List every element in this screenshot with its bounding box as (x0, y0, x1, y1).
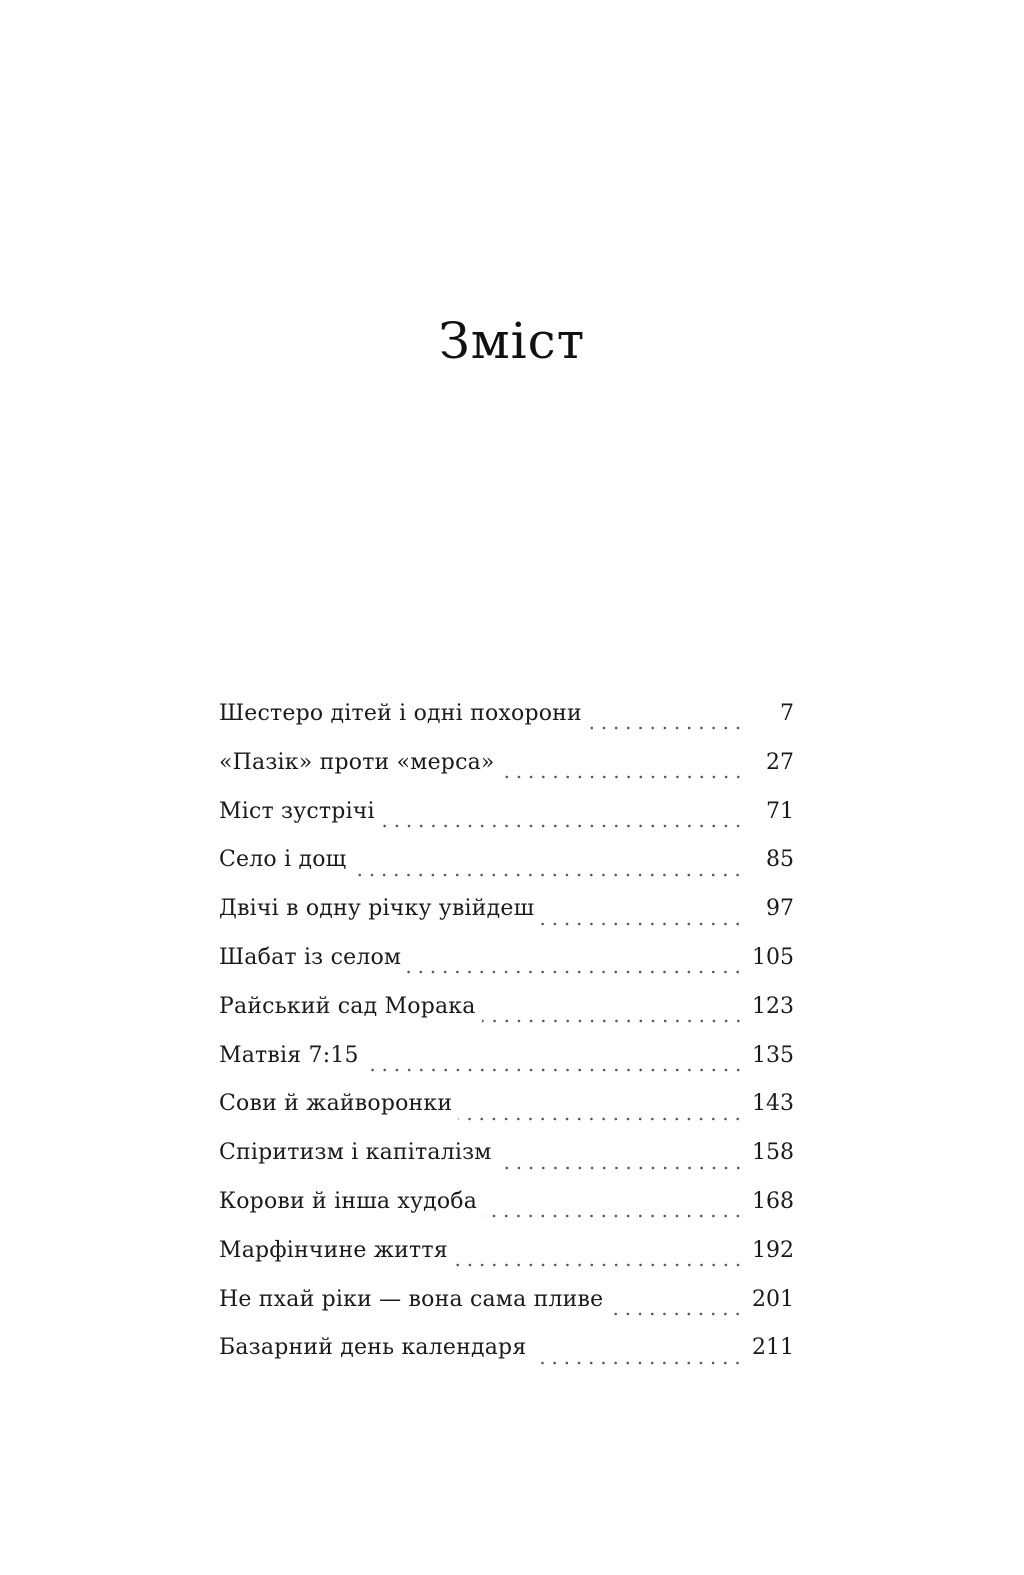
toc-entry[interactable] (219, 1335, 794, 1384)
toc-entry-title: Шабат із селом (219, 944, 402, 970)
toc-entry-title: «Пазік» проти «мерса» (219, 749, 495, 775)
toc-entry[interactable] (219, 750, 794, 799)
toc-entry-page: 211 (752, 1335, 794, 1361)
toc-entry[interactable] (219, 994, 794, 1043)
toc-entry-page: 7 (780, 701, 794, 726)
toc-entry[interactable] (219, 847, 794, 896)
toc-entry-title: Спіритизм і капіталізм (219, 1140, 492, 1166)
dot-leader (540, 920, 744, 928)
toc-entry[interactable] (219, 701, 794, 750)
toc-entry-title: Шестеро дітей і одні похорони (219, 701, 582, 726)
dot-leader (498, 1164, 744, 1172)
toc-entry-title: Базарний день календаря (219, 1335, 527, 1361)
toc-entry[interactable] (219, 799, 794, 848)
dot-leader (482, 1017, 744, 1025)
toc-entry-page: 168 (752, 1188, 794, 1214)
page-title: Зміст (438, 312, 586, 370)
toc-entry-page: 158 (752, 1140, 794, 1166)
dot-leader (352, 871, 744, 879)
dot-leader (381, 822, 744, 830)
toc-entry[interactable] (219, 1091, 794, 1140)
toc-entry-page: 97 (766, 896, 794, 922)
toc-entry-page: 192 (752, 1237, 794, 1263)
toc-entry-page: 85 (766, 847, 794, 873)
toc-entry-title: Сови й жайворонки (219, 1091, 453, 1117)
toc-entry-title: Райський сад Морака (219, 993, 476, 1019)
toc-entry-title: Матвія 7:15 (219, 1042, 359, 1068)
dot-leader (532, 1359, 744, 1367)
toc-entry[interactable] (219, 1189, 794, 1238)
table-of-contents (219, 701, 794, 1384)
toc-entry-page: 27 (766, 749, 794, 775)
toc-entry-page: 201 (752, 1286, 794, 1312)
toc-entry-page: 123 (752, 993, 794, 1019)
dot-leader (501, 773, 744, 781)
toc-entry-title: Село і дощ (219, 847, 347, 873)
toc-entry-title: Двічі в одну річку увійдеш (219, 896, 535, 922)
dot-leader (609, 1310, 744, 1318)
toc-entry-page: 71 (766, 798, 794, 824)
toc-entry[interactable] (219, 1287, 794, 1336)
toc-entry[interactable] (219, 1140, 794, 1189)
toc-entry-title: Марфінчине життя (219, 1237, 448, 1263)
dot-leader (407, 968, 744, 976)
toc-entry-title: Корови й інша худоба (219, 1188, 478, 1214)
toc-entry[interactable] (219, 1043, 794, 1092)
dot-leader (483, 1212, 744, 1220)
toc-entry-page: 105 (752, 944, 794, 970)
toc-entry-page: 143 (752, 1091, 794, 1117)
toc-entry[interactable] (219, 896, 794, 945)
toc-entry-title: Не пхай ріки — вона сама пливе (219, 1286, 604, 1312)
dot-leader (365, 1066, 744, 1074)
toc-entry[interactable] (219, 945, 794, 994)
toc-entry-title: Міст зустрічі (219, 798, 375, 824)
toc-entry-page: 135 (752, 1042, 794, 1068)
dot-leader (458, 1115, 744, 1123)
dot-leader (588, 724, 744, 732)
toc-entry[interactable] (219, 1238, 794, 1287)
dot-leader (454, 1261, 744, 1269)
